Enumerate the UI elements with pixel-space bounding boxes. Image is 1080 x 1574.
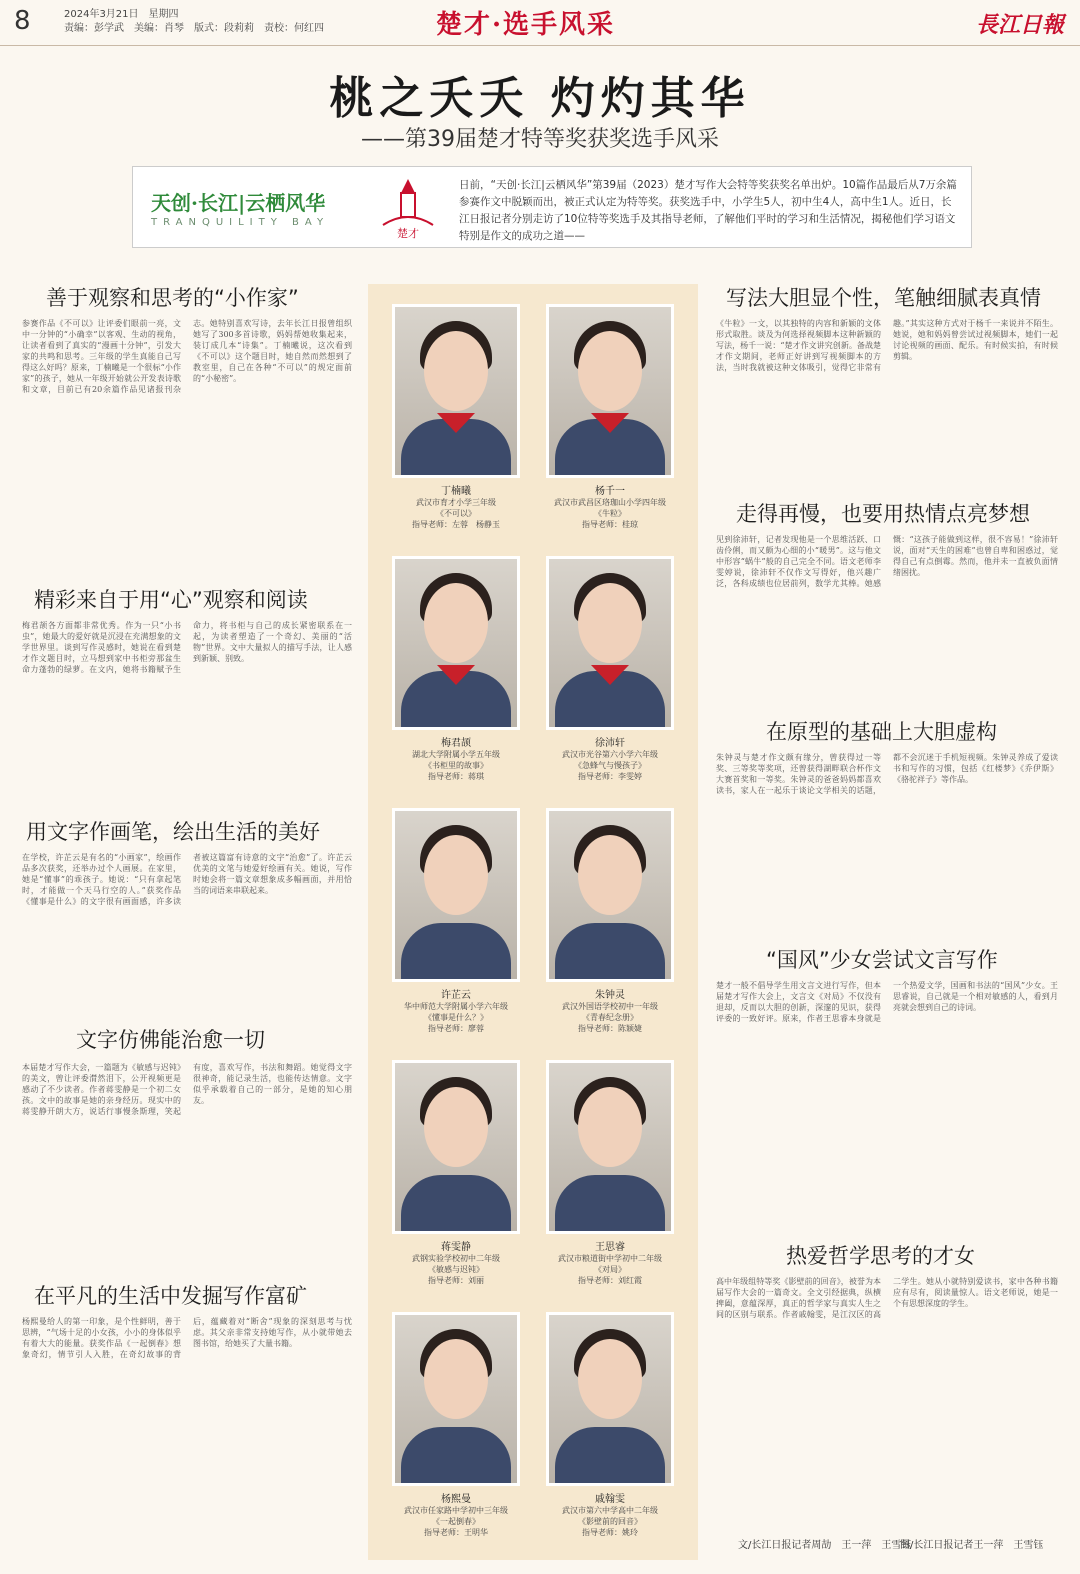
article-body: 杨熙曼给人的第一印象，是个性鲜明，善于思辨，“气场十足的小女孩，小小的身体似乎有着大大的能量。获奖作品《一起倒春》想象奇幻，情节引人入胜，在奇幻故事的背后，蕴藏着对“断舍”现象的深刻思考与忧虑。其父亲非常支持她写作，从小就带她去图书馆，给她买了大量书籍。 (22, 1317, 352, 1359)
emblem-label: 楚才 (397, 227, 419, 240)
article-body: 楚才一般不倡导学生用文言文进行写作，但本届楚才写作大会上，文言文《对局》不仅没有退却，反而以大胆的创新，深邃的见识，获得评委的一致好评。原来，作者王思睿本身就是一个热爱文学，国画和书法的“国风”少女。王思睿说，自己就是一个相对敏感的人，看到月亮就会想到自己的诗词。 (716, 981, 1058, 1023)
winner-school: 武汉市粮道街中学初中二年级 (558, 1254, 662, 1263)
winner-teacher: 指导老师：桂琼 (582, 520, 638, 529)
winner-card (388, 1312, 524, 1538)
winner-work: 《影壁前的回音》 (578, 1517, 642, 1526)
winner-name: 丁楠曦 (441, 486, 471, 497)
subhead: ——第39届楚才特等奖获奖选手风采 (361, 127, 719, 152)
photo-credit: 图/长江日报记者王一萍 王雪钰 (900, 1540, 1044, 1551)
winner-teacher: 指导老师：刘红霞 (578, 1276, 642, 1285)
winner-school: 武汉市任家路中学初中三年级 (404, 1506, 508, 1515)
article-body: 朱钟灵与楚才作文颇有缘分，曾获得过一等奖、三等奖等奖项，还曾获得湖畔联合杯作文大赛首奖和一等奖。朱钟灵的爸爸妈妈都喜欢读书，家人在一起乐于谈论文学相关的话题，都不会沉迷于手机短视频。朱钟灵养成了爱读书和写作的习惯，包括《红楼梦》《乔伊斯》《骆驼祥子》等作品。 (716, 753, 1058, 795)
winner-work: 《对局》 (594, 1265, 626, 1274)
article-body: 高中年级组特等奖《影壁前的回音》，被誉为本届写作大会的一篇奇文。全文引经据典，纵横捭阖，意蕴深厚，真正的哲学家与真实人生之间的区别与联系。作者戚翰雯，是江汉区的高二学生。她从小就特别爱读书，家中各种书籍应有尽有，阅读量惊人。语文老师说，她是一个有思想深度的学生。 (716, 1277, 1058, 1319)
portrait-photo (392, 304, 520, 478)
winner-work: 《一起倒春》 (432, 1517, 480, 1526)
winner-school: 湖北大学附属小学五年级 (412, 750, 500, 759)
winner-teacher: 指导老师：陈颖婕 (578, 1024, 642, 1033)
text-credit: 文/长江日报记者周劼 王一萍 王雪钰 (738, 1540, 912, 1551)
winner-name: 朱钟灵 (595, 990, 625, 1001)
winner-card (388, 808, 524, 1034)
winner-name: 杨熙曼 (441, 1494, 471, 1505)
winner-teacher: 指导老师：姚玲 (582, 1528, 638, 1537)
headline: 桃之夭夭 灼灼其华 (329, 73, 751, 124)
winner-card (542, 808, 678, 1034)
winner-card (542, 304, 678, 530)
winner-name: 杨千一 (595, 486, 625, 497)
winner-teacher: 指导老师：左蓉 杨静玉 (412, 520, 500, 529)
tower-emblem-icon (377, 175, 439, 241)
article-title: 在原型的基础上大胆虚构 (766, 720, 997, 744)
winner-work: 《青春纪念册》 (582, 1013, 638, 1022)
sponsor-banner (132, 166, 972, 248)
newspaper-logo: 長江日報 (975, 12, 1064, 38)
winner-work: 《敏感与迟钝》 (428, 1265, 484, 1274)
winner-name: 梅君颉 (441, 738, 471, 749)
portrait-photo (546, 808, 674, 982)
winner-work: 《牛粒》 (594, 509, 626, 518)
winner-work: 《懂事是什么？》 (424, 1013, 488, 1022)
winner-name: 王思睿 (595, 1242, 625, 1253)
winner-teacher: 指导老师：刘丽 (428, 1276, 484, 1285)
portrait-photo (392, 808, 520, 982)
page-number: 8 (14, 6, 31, 36)
article-body: 梅君颉各方面都非常优秀。作为一只“小书虫”，她最大的爱好就是沉浸在充满想象的文学世界里。谈到写作灵感时，她说在看到楚才作文题目时，立马想到家中书柜旁那盆生命力蓬勃的绿萝。在文内，她将书籍赋予生命力，将书柜与自己的成长紧密联系在一起，为读者塑造了一个奇幻、美丽的“活物”世界。文中大量拟人的描写手法，让人感到新颖、别致。 (22, 621, 352, 674)
winner-school: 华中师范大学附属小学六年级 (404, 1002, 508, 1011)
winner-name: 戚翰雯 (595, 1494, 625, 1505)
article-title: 热爱哲学思考的才女 (786, 1244, 975, 1268)
article-body: 参赛作品《不可以》让评委们眼前一亮，文中一分钟的“小确幸”以客观、生动的视角，让读者看到了真实的“漫画十分钟”，引发大家的共鸣和思考。三年级的学生真能自己写得这么好吗？原来，丁楠曦是一个很标“小作家”的孩子，她从一年级开始就公开发表诗歌和文章，目前已有20余篇作品见诸报刊杂志。她特别喜欢写诗，去年长江日报曾组织她写了300多首诗歌，妈妈帮她收集起来，装订成几本“诗集”。丁楠曦说，这次看到《不可以》这个题目时，她自然而然想到了教室里，自己在各种“不可以”的规定面前的“小秘密”。 (22, 319, 352, 394)
article-title: 精彩来自于用“心”观察和阅读 (34, 588, 308, 612)
masthead (0, 0, 1080, 46)
article-title: 用文字作画笔，绘出生活的美好 (26, 820, 320, 844)
portrait-photo (546, 556, 674, 730)
article-body: 《牛粒》一文，以其独特的内容和新颖的文体形式取胜。谈及为何选择视频脚本这种新颖的写法，杨千一说：“楚才作文讲究创新。备战楚才作文期间，老师正好讲到写视频脚本的方法，当时我就被这种文体吸引，觉得它非常有趣。”其实这种方式对于杨千一来说并不陌生。她说，她和妈妈曾尝试过视频脚本，她们一起讨论视频的画面、配乐。有时候实拍，有时候剪辑。 (716, 319, 1058, 372)
winner-card (542, 1312, 678, 1538)
portrait-photo (392, 556, 520, 730)
winner-school: 武汉外国语学校初中一年级 (562, 1002, 658, 1011)
winner-name: 许芷云 (441, 990, 471, 1001)
winner-teacher: 指导老师：李雯婷 (578, 772, 642, 781)
intro-text: 日前，“天创·长江|云栖风华”第39届（2023）楚才写作大会特等奖获奖名单出炉。10篇作品最后从7万余篇参赛作文中脱颖而出，被正式认定为特等奖。获奖选手中，小学生5人，初中生4人，高中生1人。近日，长江日报记者分别走访了10位特等奖选手及其指导老师，了解他们平时的学习和生活情况，揭秘他们学习语文特别是作文的成功之道—— (459, 179, 957, 242)
article-title: 善于观察和思考的“小作家” (46, 286, 299, 310)
banner-brand-sub: TRANQUILITY BAY (151, 217, 330, 228)
portrait-photo (392, 1312, 520, 1486)
article-title: 走得再慢，也要用热情点亮梦想 (736, 502, 1030, 526)
winner-work: 《不可以》 (436, 509, 476, 518)
staff-line: 责编：彭学武 美编：肖琴 版式：段莉莉 责校：何红四 (64, 23, 324, 34)
article-title: 写法大胆显个性，笔触细腻表真情 (726, 286, 1041, 310)
winner-name: 蒋雯静 (441, 1242, 471, 1253)
winners-gallery (368, 284, 698, 1560)
winner-school: 武汉市光谷第六小学六年级 (562, 750, 658, 759)
portrait-photo (546, 1060, 674, 1234)
article-body: 本届楚才写作大会，一篇题为《敏感与迟钝》的美文，曾让评委潸然泪下，公开视频更是感动了不少读者。作者蒋雯静是一个初二女孩。文中的故事是她的亲身经历。现实中的蒋雯静开朗大方，说话行事慢条斯理，笑起有度，喜欢写作，书法和舞蹈。她觉得文字很神奇，能记录生活，也能传达情意。文字似乎承载着自己的一部分，是她的知心朋友。 (22, 1063, 352, 1116)
winner-work: 《书柜里的故事》 (424, 761, 488, 770)
winner-school: 武汉市第六中学高中二年级 (562, 1506, 658, 1515)
winner-teacher: 指导老师：蒋琪 (428, 772, 484, 781)
article-title: 在平凡的生活中发掘写作富矿 (34, 1284, 307, 1308)
section-title: 楚才·选手风采 (436, 10, 616, 40)
portrait-photo (546, 1312, 674, 1486)
portrait-photo (392, 1060, 520, 1234)
winner-name: 徐沛轩 (595, 738, 625, 749)
winner-card (542, 1060, 678, 1286)
winner-card (388, 304, 524, 530)
winner-school: 武汉市武昌区珞珈山小学四年级 (554, 498, 666, 507)
banner-brand: 天创·长江|云栖风华 (151, 191, 326, 215)
article-body: 见到徐沛轩，记者发现他是一个思维活跃、口齿伶俐，而又颇为心细的小“暖男”。这与他文中形容“蜗牛”般的自己完全不同。语文老师李雯婷说，徐沛轩不仅作文写得好，他兴趣广泛，各科成绩也位居前列，数学尤其棒。她感慨：“这孩子能做到这样，很不容易！”徐沛轩说，面对“天生的困难”也曾自卑和困惑过，觉得自己有点倒霉。然而，他并未一直被负面情绪困扰。 (716, 535, 1058, 588)
portrait-photo (546, 304, 674, 478)
winner-teacher: 指导老师：王明华 (424, 1528, 488, 1537)
issue-date: 2024年3月21日 (64, 9, 139, 20)
winner-card (388, 556, 524, 782)
article-body: 在学校，许芷云是有名的“小画家”，绘画作品多次获奖，还举办过个人画展。在家里，她是“懂事”的乖孩子。她说：“只有拿起笔时，才能做一个天马行空的人。”获奖作品《懂事是什么》的文字很有画面感，许多读者被这篇富有诗意的文字“治愈”了。许芷云优美的文笔与她爱好绘画有关。她说，写作时她会将一篇文章想象成多幅画面，并用恰当的词语来串联起来。 (22, 853, 352, 906)
winner-work: 《急蜂气与慢孩子》 (574, 761, 646, 770)
winner-card (388, 1060, 524, 1286)
article-title: “国风”少女尝试文言写作 (766, 948, 998, 972)
winner-school: 武汉市育才小学三年级 (416, 498, 496, 507)
winner-teacher: 指导老师：廖蓉 (428, 1024, 484, 1033)
winner-school: 武钢实验学校初中二年级 (412, 1254, 500, 1263)
winner-card (542, 556, 678, 782)
issue-weekday: 星期四 (148, 9, 179, 20)
article-title: 文字仿佛能治愈一切 (76, 1028, 265, 1052)
masthead-meta (64, 8, 324, 36)
